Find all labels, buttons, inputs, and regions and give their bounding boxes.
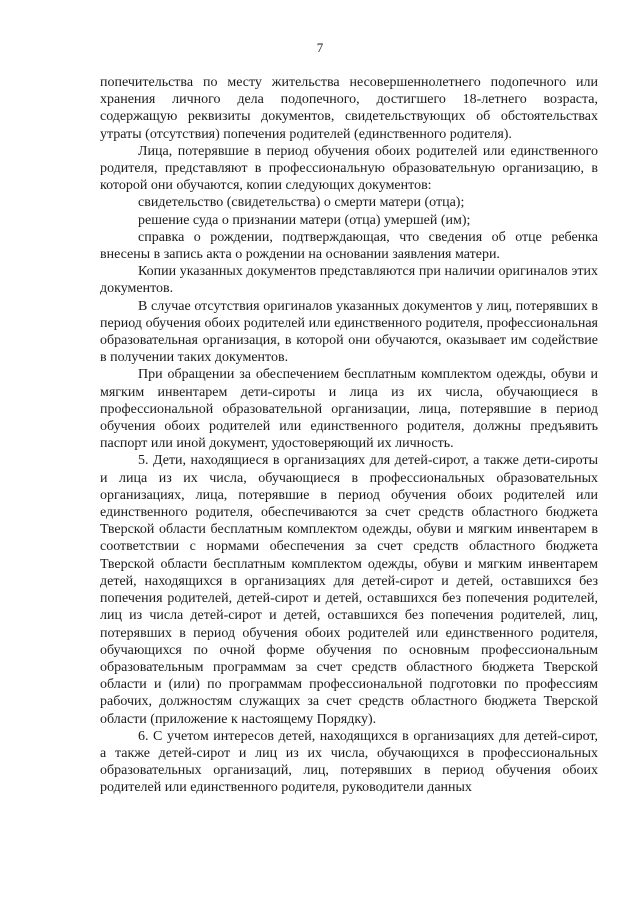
list-item-court-decision: решение суда о признании матери (отца) умершей (им); <box>138 212 471 228</box>
page-number: 7 <box>316 40 324 55</box>
document-body <box>100 74 598 797</box>
paragraph-item-5: 5. Дети, находящиеся в организациях для детей-сирот, а также дети-сироты и лица из их числа, обучающиеся в профессиональных образовательных организациях, лица, потерявшие в период обучения обоих родителей или единственного родителя, обеспечиваются за счет средств областного бюджета Тверской области бесплатным комплектом одежды, обуви и мягким инвентарем в соответствии с нормами обеспечения за счет средств областного бюджета Тверской области бесплатным комплектом одежды, обуви и мягким инвентарем детей, находящихся в организациях для детей-сирот и детей, оставшихся без попечения родителей, детей-сирот и детей, оставшихся без попечения родителей, лиц из числа детей-сирот и детей, оставшихся без попечения родителей, лиц, потерявших в период обучения обоих родителей или единственного родителя, обучающихся по очной форме обучения по основным профессиональным образовательным программам за счет средств областного бюджета Тверской области и (или) по программам профессиональной подготовки по профессиям рабочих, должностям служащих за счет средств областного бюджета Тверской области (приложение к настоящему Порядку). <box>100 453 598 727</box>
list-item-birth-certificate: справка о рождении, подтверждающая, что сведения об отце ребенка внесены в запись акта о рождении на основании заявления матери. <box>100 229 598 263</box>
paragraph-item-6: 6. С учетом интересов детей, находящихся в организациях для детей-сирот, а также детей-сирот и лиц из их числа, обучающихся в профессиональных образовательных организаций, лиц, потерявших в период обучения обоих родителей или единственного родителя, руководители данных <box>100 728 598 796</box>
paragraph-persons-who-lost-parents: Лица, потерявшие в период обучения обоих родителей или единственного родителя, представляют в профессиональную образовательную организацию, в которой они обучаются, копии следующих документов: <box>100 143 598 194</box>
paragraph-copies-with-originals: Копии указанных документов представляются при наличии оригиналов этих документов. <box>100 264 598 297</box>
paragraph-missing-originals: В случае отсутствия оригиналов указанных документов у лиц, потерявших в период обучения обоих родителей или единственного родителя, профессиональная образовательная организация, в которой они обучаются, оказывает им содействие в получении таких документов. <box>100 298 598 366</box>
list-item-death-certificate: свидетельство (свидетельства) о смерти матери (отца); <box>138 195 465 211</box>
paragraph-identity-document: При обращении за обеспечением бесплатным комплектом одежды, обуви и мягким инвентарем дети-сироты и лица из их числа, обучающиеся в профессиональной образовательной организации, лица, потерявшие в период обучения обоих родителей или единственного родителя, должны предъявить паспорт или иной документ, удостоверяющий их личность. <box>100 367 598 452</box>
paragraph-guardianship-continuation: попечительства по месту жительства несовершеннолетнего подопечного или хранения личного дела подопечного, достигшего 18-летнего возраста, содержащую реквизиты документов, свидетельствующих об обстоятельствах утраты (отсутствия) попечения родителей (единственного родителя). <box>100 75 598 142</box>
